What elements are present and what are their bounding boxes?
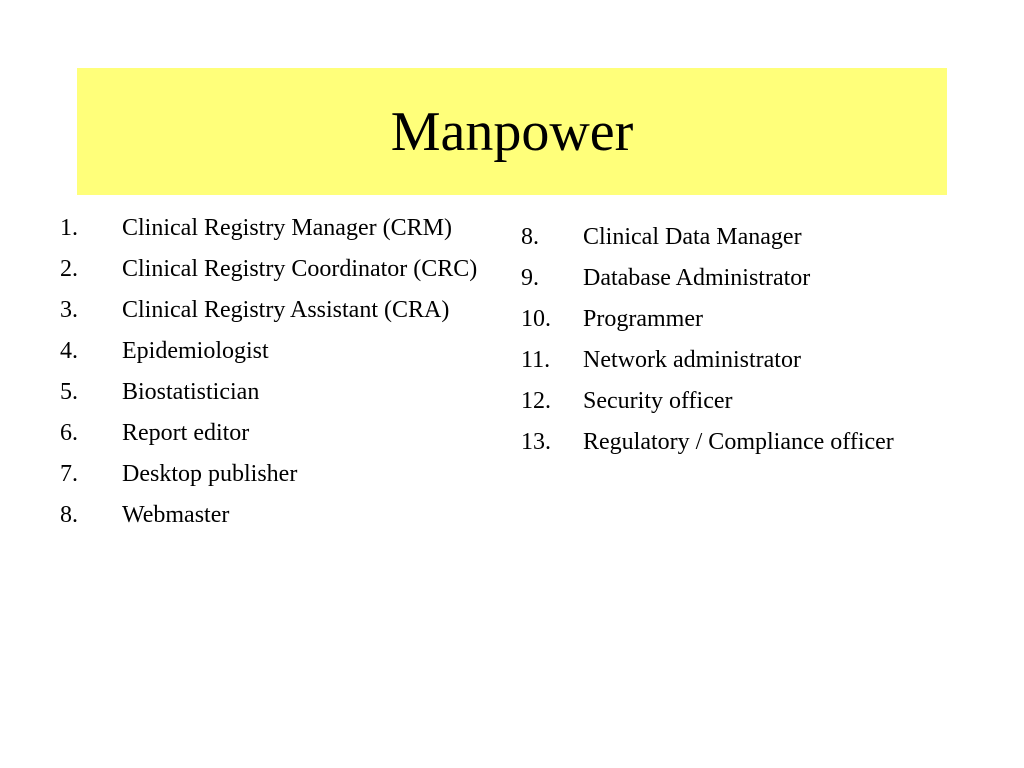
right-role-list	[521, 220, 1001, 466]
item-number: 2.	[60, 256, 78, 282]
list-item	[60, 252, 480, 286]
item-text: Desktop publisher	[122, 461, 298, 487]
item-number: 1.	[60, 215, 78, 241]
list-item	[60, 416, 480, 450]
item-text: Epidemiologist	[122, 338, 269, 364]
item-text: Programmer	[583, 306, 703, 332]
item-text: Clinical Registry Manager (CRM)	[122, 215, 452, 241]
item-text: Regulatory / Compliance officer	[583, 429, 894, 455]
item-text: Webmaster	[122, 502, 230, 528]
list-item	[521, 302, 1001, 336]
item-number: 13.	[521, 429, 551, 455]
item-text: Database Administrator	[583, 265, 811, 291]
item-text: Clinical Registry Assistant (CRA)	[122, 297, 450, 323]
left-role-list	[60, 211, 480, 539]
list-item	[60, 498, 480, 532]
slide-title: Manpower	[390, 100, 634, 163]
title-banner	[77, 68, 947, 195]
item-text: Report editor	[122, 420, 250, 446]
list-item	[60, 293, 480, 327]
item-number: 8.	[60, 502, 78, 528]
item-text: Clinical Registry Coordinator (CRC)	[122, 256, 478, 282]
list-item	[60, 334, 480, 368]
item-number: 6.	[60, 420, 78, 446]
list-item	[521, 220, 1001, 254]
item-number: 12.	[521, 388, 551, 414]
item-text: Network administrator	[583, 347, 801, 373]
item-number: 4.	[60, 338, 78, 364]
list-item	[60, 457, 480, 491]
list-item	[521, 261, 1001, 295]
list-item	[60, 211, 480, 245]
item-text: Security officer	[583, 388, 733, 414]
item-text: Clinical Data Manager	[583, 224, 802, 250]
item-number: 3.	[60, 297, 78, 323]
list-item	[60, 375, 480, 409]
item-number: 7.	[60, 461, 78, 487]
list-item	[521, 384, 1001, 418]
item-number: 8.	[521, 224, 539, 250]
list-item	[521, 425, 1001, 459]
item-text: Biostatistician	[122, 379, 260, 405]
item-number: 5.	[60, 379, 78, 405]
item-number: 11.	[521, 347, 551, 373]
list-item	[521, 343, 1001, 377]
item-number: 10.	[521, 306, 551, 332]
item-number: 9.	[521, 265, 539, 291]
